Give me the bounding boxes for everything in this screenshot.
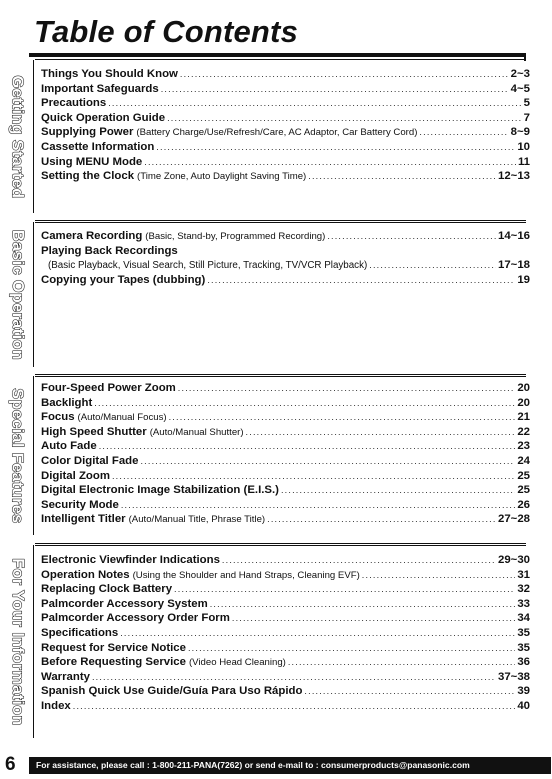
toc-entry[interactable] <box>41 597 530 612</box>
toc-entry-page: 19 <box>517 273 530 286</box>
toc-entry[interactable] <box>41 699 530 714</box>
toc-entry-page: 24 <box>517 454 530 467</box>
toc-entry[interactable] <box>41 641 530 656</box>
toc-entry-page: 23 <box>517 440 530 453</box>
dot-leader <box>108 96 521 111</box>
toc-entry[interactable] <box>41 140 530 155</box>
toc-entry-title: Palmcorder Accessory Order Form <box>41 612 230 625</box>
toc-entry-title: Request for Service Notice <box>41 641 186 654</box>
dot-leader <box>167 111 522 126</box>
page-title: Table of Contents <box>34 14 299 49</box>
title-rule <box>29 53 526 57</box>
toc-entry[interactable] <box>41 155 530 170</box>
toc-entry-title: Security Mode <box>41 498 119 511</box>
toc-entry-page: 17~18 <box>498 259 530 272</box>
toc-entry-title: Digital Zoom <box>41 469 110 482</box>
toc-entry-subtitle: (Video Head Cleaning) <box>188 657 286 669</box>
section-tab-basic-operation[interactable] <box>6 224 28 366</box>
dot-leader <box>222 553 496 568</box>
toc-entry-page: 37~38 <box>498 670 530 683</box>
dot-leader <box>362 568 516 583</box>
dot-leader <box>144 155 516 170</box>
dot-leader <box>73 699 516 714</box>
toc-entry-page: 26 <box>517 498 530 511</box>
toc-entry-subtitle: (Auto/Manual Shutter) <box>149 426 244 438</box>
toc-entry-page: 10 <box>517 140 530 153</box>
toc-entry-page: 14~16 <box>498 230 530 242</box>
toc-entry-title: Copying your Tapes (dubbing) <box>41 273 206 286</box>
toc-entry-title: Index <box>41 699 71 712</box>
section-tab-getting-started[interactable] <box>6 62 28 212</box>
toc-entry[interactable] <box>41 568 530 583</box>
toc-entry-subtitle: (Basic, Stand-by, Programmed Recording) <box>145 231 326 242</box>
toc-entry[interactable] <box>41 111 530 126</box>
toc-entry-subtitle: (Time Zone, Auto Daylight Saving Time) <box>137 171 307 183</box>
page-number: 6 <box>5 754 16 775</box>
section-bar-special-features <box>33 376 34 535</box>
dot-leader <box>267 512 496 527</box>
toc-entry-title: Camera Recording <box>41 230 143 242</box>
section-bar-for-your-information <box>33 545 34 738</box>
section-tab-label: Special Features <box>9 388 27 524</box>
toc-list-basic-operation <box>41 229 530 287</box>
toc-entry-page: 31 <box>517 568 530 581</box>
toc-entry-title: Backlight <box>41 396 93 409</box>
toc-entry-title: Digital Electronic Image Stabilization (E.I.S.) <box>41 484 279 497</box>
toc-entry[interactable] <box>41 439 530 454</box>
toc-entry-title: Operation Notes <box>41 568 130 581</box>
toc-entry[interactable] <box>41 396 530 411</box>
toc-entry-page: 33 <box>517 597 530 610</box>
toc-entry[interactable] <box>41 169 530 184</box>
toc-list-special-features <box>41 381 530 527</box>
dot-leader <box>327 229 496 244</box>
toc-entry-title: Warranty <box>41 670 90 683</box>
toc-entry-page: 21 <box>517 411 530 424</box>
toc-entry-title: Cassette Information <box>41 140 155 153</box>
toc-entry-title: Replacing Clock Battery <box>41 583 173 596</box>
section-divider <box>35 220 526 223</box>
toc-entry[interactable] <box>41 498 530 513</box>
toc-entry-page: 20 <box>517 396 530 409</box>
toc-entry-page: 22 <box>517 425 530 438</box>
toc-entry-title: Things You Should Know <box>41 68 178 80</box>
section-divider <box>35 374 526 377</box>
toc-entry[interactable] <box>41 229 530 244</box>
toc-entry-page: 27~28 <box>498 513 530 526</box>
toc-entry[interactable] <box>41 582 530 597</box>
title-rule-thin <box>35 59 526 60</box>
dot-leader <box>232 611 515 626</box>
toc-entry-title: Before Requesting Service <box>41 656 186 669</box>
toc-entry-page: 29~30 <box>498 554 530 566</box>
toc-entry-title: Four-Speed Power Zoom <box>41 382 176 394</box>
dot-leader <box>94 396 515 411</box>
section-tab-special-features[interactable] <box>6 378 28 534</box>
toc-entry-page: 7 <box>523 111 530 124</box>
dot-leader <box>188 641 515 656</box>
toc-entry-page: 40 <box>517 699 530 712</box>
toc-entry[interactable] <box>41 454 530 469</box>
dot-leader <box>174 582 515 597</box>
section-bar-getting-started <box>33 60 34 213</box>
toc-entry-page: 34 <box>517 612 530 625</box>
toc-entry-title: High Speed Shutter <box>41 425 147 438</box>
dot-leader <box>178 381 516 396</box>
toc-entry-title: Important Safeguards <box>41 82 159 95</box>
dot-leader <box>120 626 515 641</box>
dot-leader <box>112 469 515 484</box>
toc-entry-title: Supplying Power <box>41 126 134 139</box>
dot-leader <box>308 169 496 184</box>
toc-entry-title: Electronic Viewfinder Indications <box>41 554 220 566</box>
toc-entry-page: 32 <box>517 583 530 596</box>
toc-entry-page: 12~13 <box>498 170 530 183</box>
toc-entry[interactable] <box>41 425 530 440</box>
section-tab-label: Getting Started <box>9 75 26 199</box>
toc-entry-page: 25 <box>517 469 530 482</box>
dot-leader <box>304 684 515 699</box>
toc-entry[interactable] <box>41 483 530 498</box>
toc-entry-page: 20 <box>517 382 530 394</box>
dot-leader <box>210 597 516 612</box>
toc-entry-title: Quick Operation Guide <box>41 111 166 124</box>
toc-entry-subtitle: (Battery Charge/Use/Refresh/Care, AC Adaptor, Car Battery Cord) <box>136 127 418 139</box>
dot-leader <box>288 655 515 670</box>
toc-entry[interactable] <box>41 96 530 111</box>
toc-entry-page: 5 <box>523 97 530 110</box>
toc-list-for-your-information <box>41 553 530 714</box>
section-tab-label: Basic Operation <box>9 229 27 361</box>
toc-entry-subtitle: (Using the Shoulder and Hand Straps, Cleaning EVF) <box>132 569 360 581</box>
dot-leader <box>169 410 516 425</box>
dot-leader <box>419 125 508 140</box>
footer-contact-bar <box>29 757 551 774</box>
toc-entry[interactable] <box>41 381 530 396</box>
toc-entry-subtitle: (Auto/Manual Title, Phrase Title) <box>128 514 266 526</box>
toc-entry[interactable] <box>41 258 530 273</box>
toc-entry[interactable] <box>41 410 530 425</box>
dot-leader <box>121 498 515 513</box>
toc-entry[interactable] <box>41 684 530 699</box>
toc-entry-title: Setting the Clock <box>41 170 135 183</box>
dot-leader <box>281 483 515 498</box>
toc-entry-title: Using MENU Mode <box>41 155 143 168</box>
dot-leader <box>140 454 515 469</box>
toc-entry-subtitle: (Auto/Manual Focus) <box>77 412 167 424</box>
toc-entry-page: 25 <box>517 484 530 497</box>
dot-leader <box>161 82 509 97</box>
toc-entry[interactable] <box>41 82 530 97</box>
toc-entry[interactable] <box>41 244 530 259</box>
toc-entry-title: Auto Fade <box>41 440 97 453</box>
dot-leader <box>180 67 509 82</box>
section-bar-basic-operation <box>33 222 34 367</box>
toc-entry[interactable] <box>41 469 530 484</box>
toc-entry-page: 4~5 <box>510 82 530 95</box>
toc-entry-title: Palmcorder Accessory System <box>41 597 208 610</box>
toc-entry-title: Precautions <box>41 97 107 110</box>
section-tab-label: For Your Information <box>9 558 26 726</box>
toc-entry-page: 35 <box>517 641 530 654</box>
toc-entry[interactable] <box>41 273 530 288</box>
toc-entry[interactable] <box>41 655 530 670</box>
toc-entry-title: Color Digital Fade <box>41 454 139 467</box>
toc-entry-page: 11 <box>517 155 530 168</box>
dot-leader <box>246 425 516 440</box>
toc-entry-page: 8~9 <box>510 126 530 139</box>
toc-entry[interactable] <box>41 553 530 568</box>
toc-entry-page: 2~3 <box>510 68 530 80</box>
toc-entry[interactable] <box>41 670 530 685</box>
footer-contact-text: For assistance, please call : 1-800-211-PANA(7262) or send e-mail to : consumerproducts@panasonic.com <box>36 760 470 770</box>
dot-leader <box>369 258 496 273</box>
toc-entry[interactable] <box>41 611 530 626</box>
dot-leader <box>207 273 515 288</box>
title-rule-end <box>524 53 526 61</box>
dot-leader <box>99 439 516 454</box>
toc-entry-title: Specifications <box>41 626 119 639</box>
toc-entry-page: 39 <box>517 685 530 698</box>
toc-entry-title: Playing Back Recordings <box>41 244 178 257</box>
toc-entry-title: Focus <box>41 411 75 424</box>
toc-entry-title: (Basic Playback, Visual Search, Still Picture, Tracking, TV/VCR Playback) <box>48 260 368 272</box>
section-tab-for-your-information[interactable] <box>6 547 28 737</box>
toc-entry[interactable] <box>41 626 530 641</box>
toc-list-getting-started <box>41 67 530 184</box>
toc-entry-page: 35 <box>517 626 530 639</box>
toc-entry[interactable] <box>41 125 530 140</box>
toc-entry[interactable] <box>41 67 530 82</box>
dot-leader <box>92 670 496 685</box>
toc-entry-page: 36 <box>517 656 530 669</box>
toc-entry[interactable] <box>41 512 530 527</box>
toc-entry-title: Intelligent Titler <box>41 513 126 526</box>
dot-leader <box>156 140 515 155</box>
toc-entry-title: Spanish Quick Use Guide/Guía Para Uso Rápido <box>41 685 303 698</box>
section-divider <box>35 543 526 546</box>
